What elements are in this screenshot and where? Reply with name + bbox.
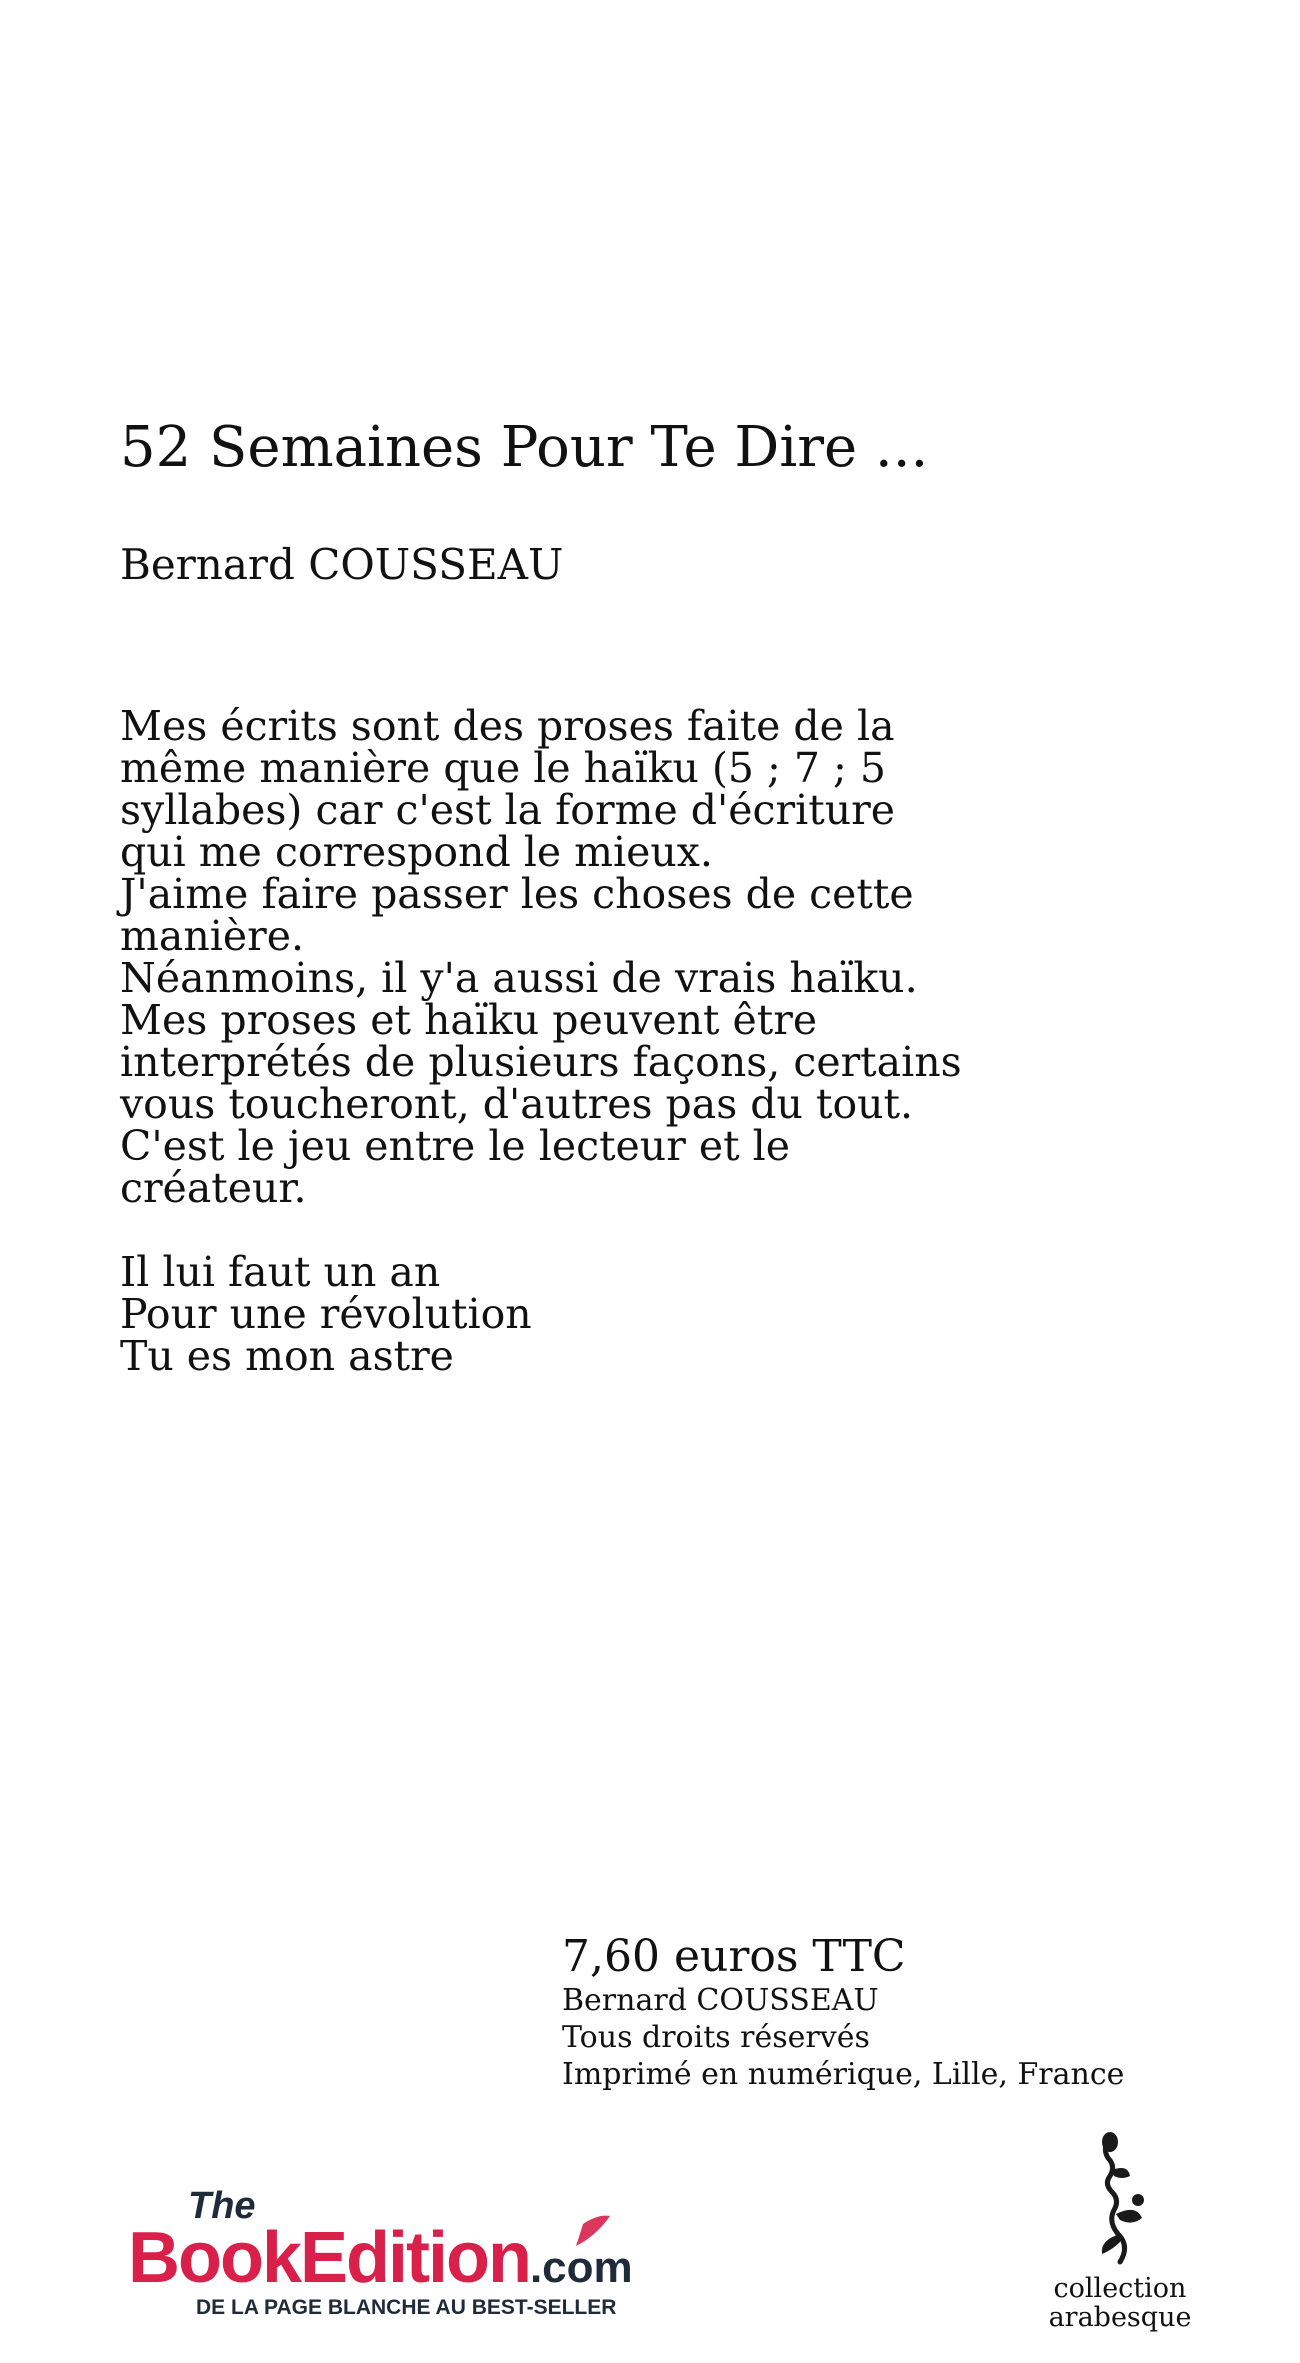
blurb-line: interprétés de plusieurs façons, certains: [120, 1038, 962, 1086]
arabesque-ornament-icon: [1080, 2130, 1160, 2270]
rights-notice: Tous droits réservés: [562, 2020, 870, 2055]
back-cover-blurb: [120, 702, 1000, 1380]
poem-line: Tu es mon astre: [120, 1332, 454, 1380]
logo-name-text: BookEdition: [128, 2218, 530, 2298]
blurb-paragraph: [120, 702, 1000, 1212]
book-author: Bernard COUSSEAU: [120, 540, 564, 589]
blurb-line: manière.: [120, 912, 304, 960]
blurb-line: Néanmoins, il y'a aussi de vrais haïku.: [120, 954, 918, 1002]
blurb-line: vous toucheront, d'autres pas du tout.: [120, 1080, 914, 1128]
poem-line: Il lui faut un an: [120, 1248, 441, 1296]
blurb-line: Mes écrits sont des proses faite de la: [120, 702, 895, 750]
blurb-line: créateur.: [120, 1164, 307, 1212]
colophon-author: Bernard COUSSEAU: [562, 1983, 879, 2018]
blurb-line: C'est le jeu entre le lecteur et le: [120, 1122, 790, 1170]
blurb-line: même manière que le haïku (5 ; 7 ; 5: [120, 744, 886, 792]
collection-arabesque-logo: [1030, 2130, 1210, 2332]
colophon: [562, 1932, 1124, 2093]
blurb-line: qui me correspond le mieux.: [120, 828, 713, 876]
blurb-line: Mes proses et haïku peuvent être: [120, 996, 818, 1044]
book-title: 52 Semaines Pour Te Dire ...: [120, 415, 929, 480]
print-location: Imprimé en numérique, Lille, France: [562, 2057, 1125, 2092]
logo-tagline: DE LA PAGE BLANCHE AU BEST-SELLER: [196, 2296, 617, 2319]
collection-name: arabesque: [1048, 2302, 1192, 2333]
quill-icon: [576, 2216, 610, 2246]
bookedition-logo: [128, 2184, 728, 2324]
collection-label: collection: [1053, 2273, 1187, 2304]
logo-tld-text: .com: [529, 2243, 633, 2292]
blurb-line: J'aime faire passer les choses de cette: [120, 870, 914, 918]
haiku-poem: [120, 1248, 1000, 1380]
price: 7,60 euros TTC: [562, 1931, 906, 1982]
blurb-line: syllabes) car c'est la forme d'écriture: [120, 786, 895, 834]
poem-line: Pour une révolution: [120, 1290, 532, 1338]
logo-wordmark: [128, 2218, 633, 2298]
logo-the-text: The: [188, 2185, 256, 2227]
